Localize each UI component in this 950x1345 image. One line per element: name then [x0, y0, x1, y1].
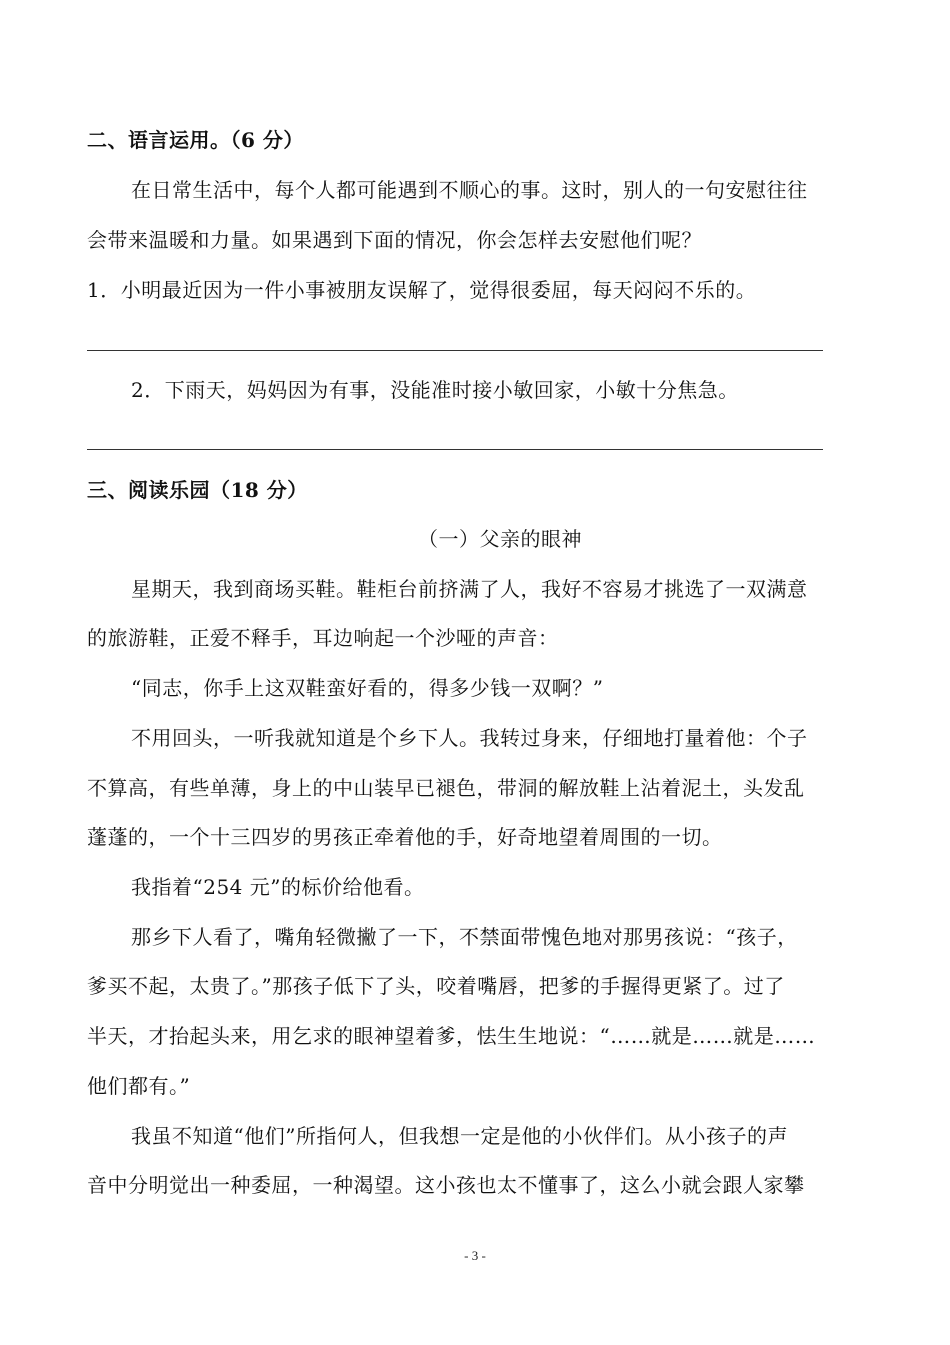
passage-line-7: 我指着“254 元”的标价给他看。 [131, 875, 425, 899]
passage-line-4: 不用回头，一听我就知道是个乡下人。我转过身来，仔细地打量着他：个子 [131, 726, 808, 750]
section-3-heading: 三、阅读乐园（18 分） [87, 478, 308, 502]
passage-line-1: 星期天，我到商场买鞋。鞋柜台前挤满了人，我好不容易才挑选了一双满意 [131, 577, 808, 601]
answer-line-2[interactable] [87, 449, 823, 450]
passage-line-3: “同志，你手上这双鞋蛮好看的，得多少钱一双啊？” [131, 676, 604, 700]
passage-line-9: 爹买不起，太贵了。”那孩子低下了头，咬着嘴唇，把爹的手握得更紧了。过了 [87, 974, 785, 998]
answer-line-1[interactable] [87, 350, 823, 351]
passage-line-5: 不算高，有些单薄，身上的中山装早已褪色，带洞的解放鞋上沾着泥土，头发乱 [87, 776, 805, 800]
passage-line-2: 的旅游鞋，正爱不释手，耳边响起一个沙哑的声音： [87, 626, 559, 650]
question-2: 2．下雨天，妈妈因为有事，没能准时接小敏回家，小敏十分焦急。 [131, 378, 739, 402]
page-number: - 3 - [464, 1248, 486, 1263]
section-2-intro-line-1: 在日常生活中，每个人都可能遇到不顺心的事。这时，别人的一句安慰往往 [131, 178, 808, 202]
question-1: 1．小明最近因为一件小事被朋友误解了，觉得很委屈，每天闷闷不乐的。 [87, 278, 757, 302]
passage-title: （一）父亲的眼神 [418, 527, 582, 551]
passage-line-8: 那乡下人看了，嘴角轻微撇了一下，不禁面带愧色地对那男孩说：“孩子， [131, 925, 798, 949]
passage-line-10: 半天，才抬起头来，用乞求的眼神望着爹，怯生生地说：“……就是……就是…… [87, 1024, 816, 1048]
section-2-heading: 二、语言运用。（6 分） [87, 128, 304, 152]
passage-line-12: 我虽不知道“他们”所指何人，但我想一定是他的小伙伴们。从小孩子的声 [131, 1124, 788, 1148]
passage-line-11: 他们都有。” [87, 1074, 191, 1098]
passage-line-6: 蓬蓬的，一个十三四岁的男孩正牵着他的手，好奇地望着周围的一切。 [87, 825, 723, 849]
passage-line-13: 音中分明觉出一种委屈，一种渴望。这小孩也太不懂事了，这么小就会跟人家攀 [87, 1173, 805, 1197]
section-2-intro-line-2: 会带来温暖和力量。如果遇到下面的情况，你会怎样去安慰他们呢？ [87, 228, 702, 252]
